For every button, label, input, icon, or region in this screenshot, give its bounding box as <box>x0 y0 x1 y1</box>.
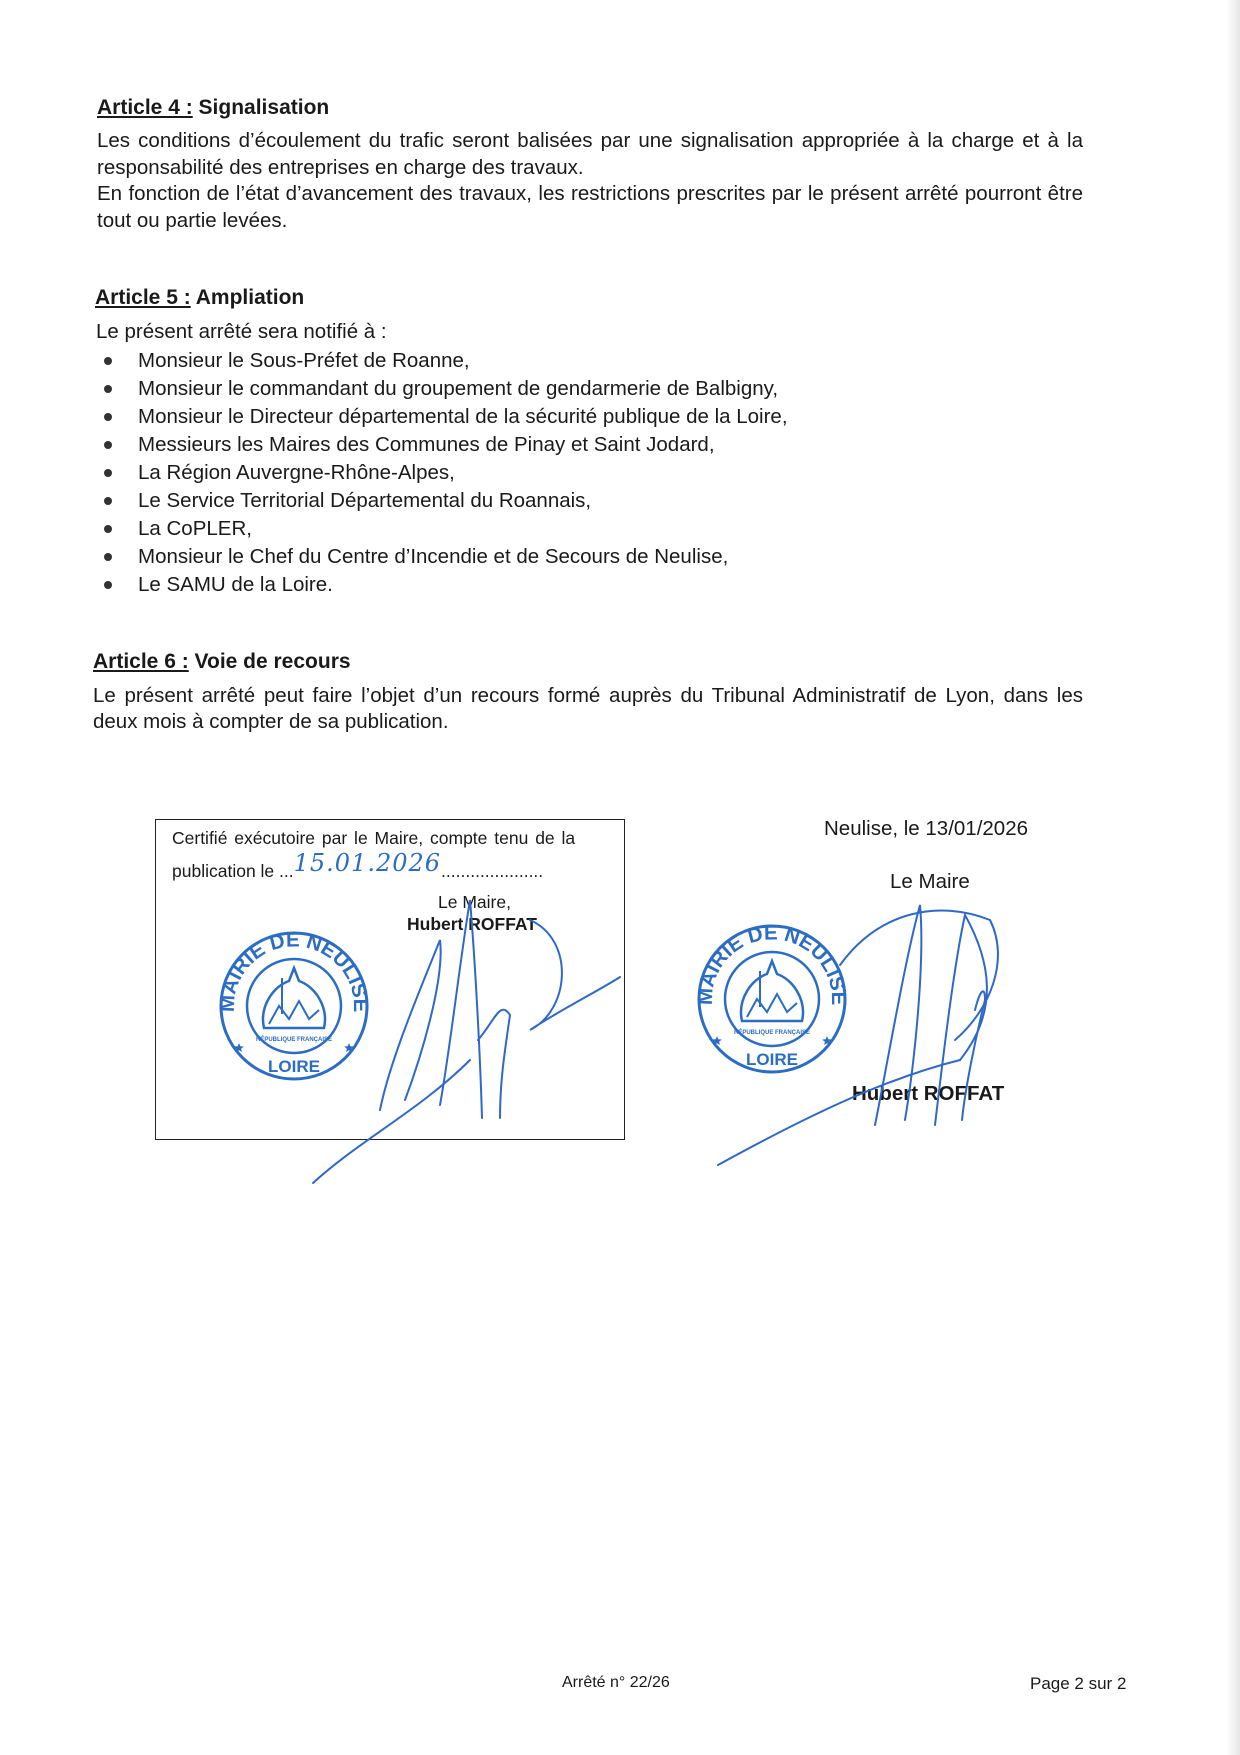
dotted-line: ... <box>279 861 294 881</box>
stamp-inner-text: RÉPUBLIQUE FRANÇAISE <box>255 1037 333 1043</box>
footer-page-number: Page 2 sur 2 <box>1030 1674 1127 1693</box>
bullet-icon <box>104 469 112 477</box>
bullet-icon <box>104 413 112 421</box>
recipient-item <box>95 347 1083 375</box>
article-label: Article 6 : <box>93 649 189 673</box>
recipient-label: Monsieur le commandant du groupement de gendarmerie de Balbigny, <box>138 376 779 400</box>
recipient-label: Monsieur le Chef du Centre d’Incendie et de Secours de Neulise, <box>138 544 729 568</box>
place-date: Neulise, le 13/01/2026 <box>824 817 1029 840</box>
footer-reference: Arrêté n° 22/26 <box>562 1674 670 1691</box>
bullet-icon <box>104 553 112 561</box>
article-5-heading <box>95 285 1083 311</box>
mairie-stamp-right <box>695 922 849 1072</box>
stamp-bottom-text: LOIRE <box>268 1057 320 1076</box>
article-title: Ampliation <box>195 286 305 309</box>
article-4-heading <box>95 95 1083 121</box>
recipient-label: La CoPLER, <box>138 516 252 540</box>
recipient-label: La Région Auvergne-Rhône-Alpes, <box>138 460 455 484</box>
bullet-icon <box>104 525 112 533</box>
handwritten-date: 15.01.2026 <box>293 849 442 877</box>
stamp-star-icon <box>822 1036 832 1045</box>
signature-right <box>718 905 998 1165</box>
recipient-item <box>95 431 1083 459</box>
recipient-item <box>95 571 1083 599</box>
article-title: Voie de recours <box>194 649 351 673</box>
marianne-detail <box>747 971 797 1017</box>
document-body <box>95 95 1083 736</box>
dotted-line: ..................... <box>441 861 544 881</box>
article-label: Article 5 : <box>95 286 191 309</box>
bullet-icon <box>104 441 112 449</box>
recipients-list <box>95 347 1083 599</box>
recipient-label: Le SAMU de la Loire. <box>138 572 333 596</box>
bullet-icon <box>104 357 112 365</box>
marianne-emblem-icon <box>741 961 803 1021</box>
stamp-outer-ring <box>699 926 845 1072</box>
article-title: Signalisation <box>198 96 330 119</box>
certificate-signer-name: Hubert ROFFAT <box>407 914 537 934</box>
recipient-item <box>95 459 1083 487</box>
mayor-name: Hubert ROFFAT <box>852 1082 1005 1105</box>
bullet-icon <box>104 385 112 393</box>
certificate-prefix: publication le <box>172 861 280 881</box>
stamp-star-icon <box>712 1036 722 1045</box>
certificate-signer-title: Le Maire, <box>438 892 511 912</box>
recipient-item <box>95 375 1083 403</box>
recipient-item <box>95 543 1083 571</box>
article-4-paragraph-2: En fonction de l’état d’avancement des travaux, les restrictions prescrites par le présent arrêté pourront être tout ou partie levées. <box>97 182 1083 232</box>
article-5-intro: Le présent arrêté sera notifié à : <box>96 320 387 343</box>
stamp-inner-ring <box>725 952 819 1046</box>
mayor-title: Le Maire <box>890 870 970 893</box>
certificate-line-2 <box>172 849 544 881</box>
recipient-item <box>95 515 1083 543</box>
certificate-line-1: Certifié exécutoire par le Maire, compte tenu de la <box>172 828 576 848</box>
stamp-bottom-text: LOIRE <box>746 1050 798 1069</box>
stamp-inner-text: RÉPUBLIQUE FRANÇAISE <box>733 1030 811 1036</box>
recipient-label: Monsieur le Sous-Préfet de Roanne, <box>138 348 470 372</box>
recipient-label: Monsieur le Directeur départemental de la sécurité publique de la Loire, <box>138 404 788 428</box>
recipient-label: Le Service Territorial Départemental du Roannais, <box>138 488 592 512</box>
recipient-label: Messieurs les Maires des Communes de Pinay et Saint Jodard, <box>138 432 715 456</box>
recipient-item <box>95 487 1083 515</box>
article-label: Article 4 : <box>97 96 193 119</box>
article-4-paragraph-1: Les conditions d’écoulement du trafic seront balisées par une signalisation appropriée à la charge et à la responsabilité des entreprises en charge des travaux. <box>97 129 1083 179</box>
stamp-top-text: MAIRIE DE NEULISE <box>216 929 372 1013</box>
stamp-top-text: MAIRIE DE NEULISE <box>694 922 850 1006</box>
bullet-icon <box>104 497 112 505</box>
article-6-paragraph: Le présent arrêté peut faire l’objet d’un recours formé auprès du Tribunal Administratif de Lyon, dans les deux mois à compter de sa publication. <box>93 683 1083 733</box>
scan-edge <box>1226 0 1240 1755</box>
article-6-heading <box>93 649 1083 675</box>
bullet-icon <box>104 581 112 589</box>
recipient-item <box>95 403 1083 431</box>
